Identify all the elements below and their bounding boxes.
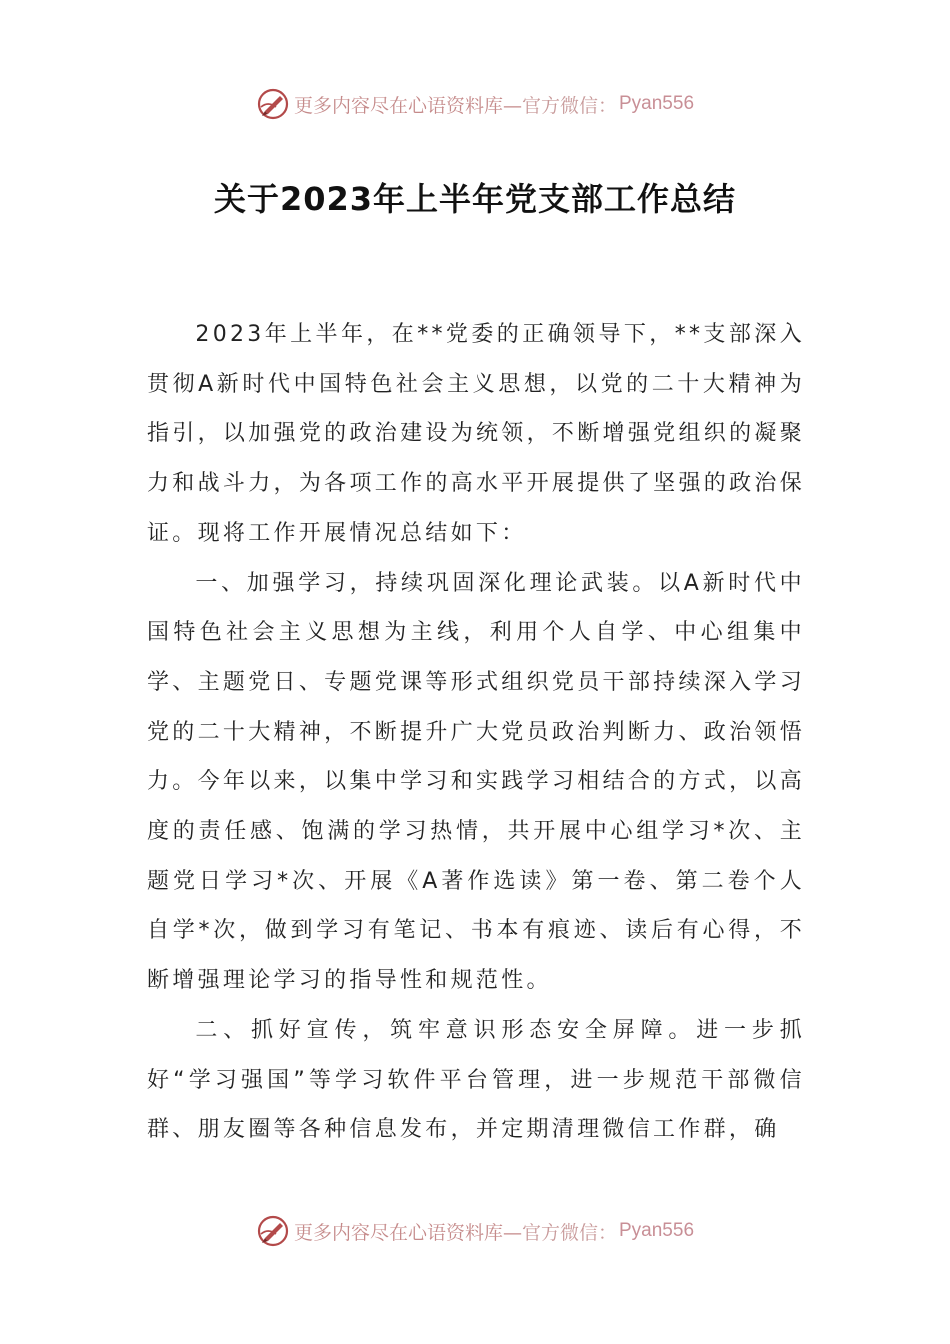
- footer-banner: [0, 1211, 950, 1251]
- banner-wechat-label: 官方微信：: [521, 1221, 617, 1244]
- header-banner: [0, 84, 950, 124]
- document-title: 关于2023年上半年党支部工作总结: [213, 180, 737, 218]
- banner-wechat-label: 官方微信：: [521, 94, 617, 117]
- banner-text: 更多内容尽在心语资料库—: [293, 1221, 522, 1244]
- banner-wechat-id: Pyan556: [619, 93, 695, 114]
- banner-text: 更多内容尽在心语资料库—: [293, 94, 522, 117]
- paragraph-intro: 2023年上半年，在**党委的正确领导下，**支部深入贯彻A新时代中国特色社会主义思想，以党的二十大精神为指引，以加强党的政治建设为统领，不断增强党组织的凝聚力和战斗力，为各项工作的高水平开展提供了坚强的政治保证。现将工作开展情况总结如下：: [147, 322, 805, 546]
- banner-wechat-id: Pyan556: [619, 1220, 695, 1241]
- document-body: [147, 310, 805, 1155]
- pen-logo-icon: [256, 87, 290, 121]
- paragraph-section-1: 一、加强学习，持续巩固深化理论武装。以A新时代中国特色社会主义思想为主线，利用个人自学、中心组集中学、主题党日、专题党课等形式组织党员干部持续深入学习党的二十大精神，不断提升广大党员政治判断力、政治领悟力。今年以来，以集中学习和实践学习相结合的方式，以高度的责任感、饱满的学习热情，共开展中心组学习*次、主题党日学习*次、开展《A著作选读》第一卷、第二卷个人自学*次，做到学习有笔记、书本有痕迹、读后有心得，不断增强理论学习的指导性和规范性。: [147, 570, 805, 994]
- pen-logo-icon: [256, 1214, 290, 1248]
- paragraph-section-2: 二、抓好宣传，筑牢意识形态安全屏障。进一步抓好“学习强国”等学习软件平台管理，进一步规范干部微信群、朋友圈等各种信息发布，并定期清理微信工作群，确: [147, 1017, 805, 1143]
